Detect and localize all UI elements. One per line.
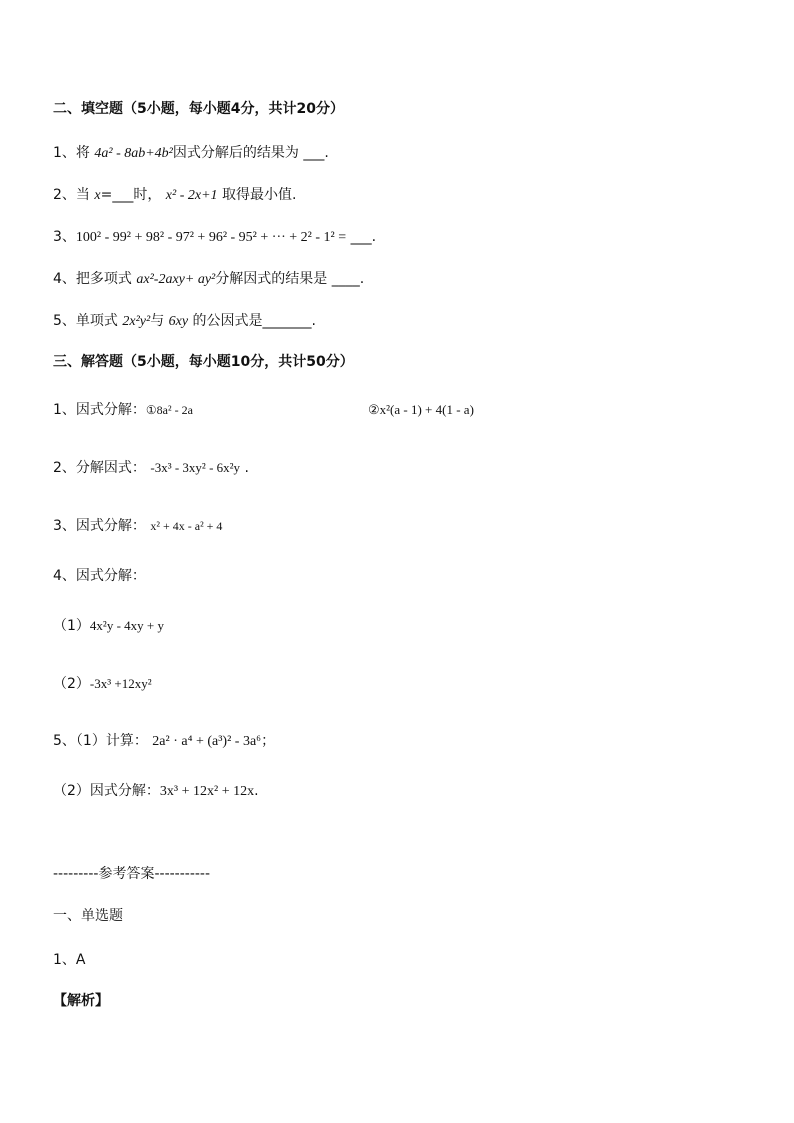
q-variable: x [94,188,101,203]
q-number: 3、 [53,229,76,245]
solve-question-4 [53,566,146,586]
q-number: 1、 [53,145,76,161]
fill-question-1 [53,143,329,164]
q-number: 2、 [53,460,76,476]
q-end: . [371,229,377,245]
fill-question-5 [53,311,316,332]
q-expression: 100² - 99² + 98² - 97² + 96² - 95² + ··· + 2² - 1² = [75,230,347,245]
q-end: . [311,313,316,329]
q-text: 将 [75,145,90,161]
q-expression: 6xy [168,314,189,329]
q-text: 分解因式： [75,460,146,476]
solve-question-1 [53,400,753,420]
q-text: 取得最小值 [221,187,292,203]
q-text: 分解因式的结果是 [215,271,328,287]
q-expression: 4a² - 8ab+4b² [94,146,173,161]
q-expression: ax²-2axy+ ay² [136,272,216,287]
q-text: 与 [150,313,165,329]
q-number: 3、 [53,518,76,534]
q-expression: 2x²y² [122,314,151,329]
analysis-heading: 【解析】 [53,993,109,1009]
q-text: 因式分解后的结果为 [172,145,299,161]
q-end: . [359,271,365,287]
q-text: 因式分解： [75,568,146,584]
q-end: ； [261,733,276,749]
section2-heading: 二、填空题（5小题，每小题4分，共计20分） [53,101,344,117]
q-expression: 3x³ + 12x² + 12x [159,784,255,799]
q-number: 5、 [53,733,76,749]
answer-blank: _______ [262,313,312,329]
answers-section1-heading: 一、单选题 [53,908,123,924]
q-end: . [254,783,259,799]
q-text: 当 [75,187,90,203]
q-expression: x² + 4x - a² + 4 [150,519,223,533]
q-equals: = [100,187,113,203]
part-label: （1） [53,618,90,634]
q-text: 因式分解： [75,402,146,418]
answer-blank: ____ [331,271,360,287]
q-text: 把多项式 [75,271,132,287]
q-text: 的公因式是 [192,313,263,329]
solve-question-3 [53,516,222,536]
q-text: 时， [133,187,162,203]
answer-1: 1、A [53,952,86,968]
q-text: 单项式 [75,313,118,329]
fill-question-2 [53,185,296,206]
solve-question-4-part-1 [53,616,164,636]
solve-question-2 [53,458,249,478]
q-expression: -3x³ - 3xy² - 6x²y [150,460,241,475]
q-end: . [324,145,329,161]
q-number: 5、 [53,313,76,329]
q-expression: 4x²y - 4xy + y [89,618,164,633]
q-number: 4、 [53,271,76,287]
section3-heading: 三、解答题（5小题，每小题10分，共计50分） [53,354,354,370]
answer-divider: ---------参考答案----------- [53,866,211,882]
q-number: 1、 [53,402,76,418]
q-expression: x² - 2x+1 [165,188,218,203]
part-label: （1）计算： [75,733,148,749]
q-part-1: ①8a² - 2a [145,403,193,417]
q-expression: 2a² · a⁴ + (a³)² - 3a⁶ [152,734,262,749]
q-number: 4、 [53,568,76,584]
answer-blank: ___ [303,145,325,161]
solve-question-5-part-2 [53,781,259,802]
q-number: 2、 [53,187,76,203]
part-label: （2）因式分解： [53,783,160,799]
fill-question-4 [53,269,364,290]
answer-blank: ___ [112,187,134,203]
q-part-2: ②x²(a - 1) + 4(1 - a) [368,402,474,417]
solve-question-5-part-1 [53,731,275,752]
q-expression: -3x³ +12xy² [89,676,152,691]
answer-blank: ___ [350,229,372,245]
solve-question-4-part-2 [53,674,152,694]
q-text: 因式分解： [75,518,146,534]
q-end: . [244,460,249,476]
fill-question-3 [53,227,376,248]
part-label: （2） [53,676,90,692]
q-end: . [291,187,297,203]
